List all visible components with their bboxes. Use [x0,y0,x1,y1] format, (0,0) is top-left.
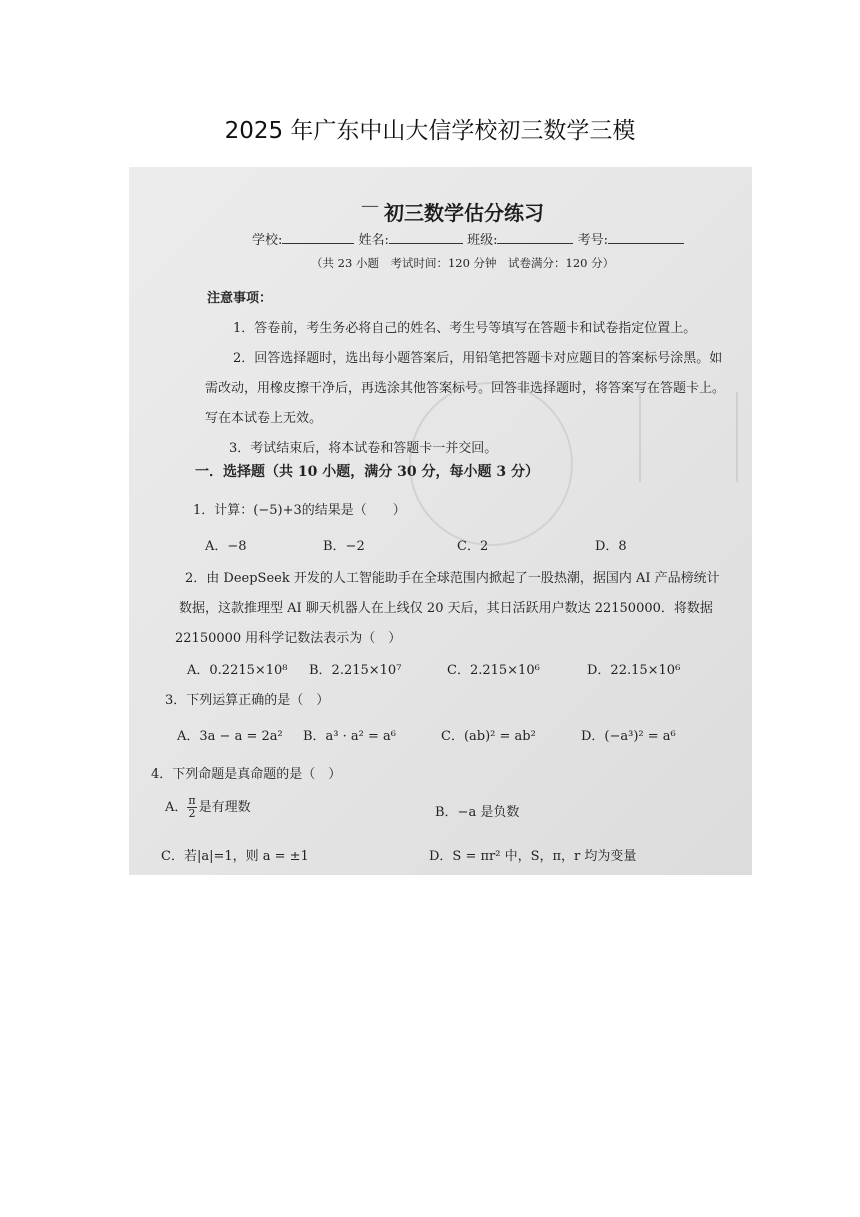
class-label: 班级: [467,233,498,248]
notice-heading: 注意事项： [207,291,273,306]
q3-option-b: B．a³ · a² = a⁶ [303,729,396,744]
question-2-line-1: 2．由 DeepSeek 开发的人工智能助手在全球范围内掀起了一股热潮，据国内 AI 产品榜统计 [185,571,720,586]
exam-meta: （共 23 小题 考试时间：120 分钟 试卷满分：120 分） [311,256,615,270]
question-3-stem: 3．下列运算正确的是（ ） [165,693,330,708]
exam-title: 初三数学估分练习 [384,201,544,225]
q1-option-d: D．8 [595,539,627,554]
exam-paper-photo [129,167,752,875]
class-blank [497,231,573,244]
notice-2: 2．回答选择题时，选出每小题答案后，用铅笔把答题卡对应题目的答案标号涂黑。如 [233,351,723,366]
notice-2-cont: 需改动，用橡皮擦干净后，再选涂其他答案标号。回答非选择题时，将答案写在答题卡上。 [205,381,726,396]
section-heading: 一．选择题（共 10 小题，满分 30 分，每小题 3 分） [195,464,539,480]
q4-option-a [165,795,251,820]
q4-option-a-prefix: A． [165,800,188,815]
q2-option-c: C．2.215×10⁶ [447,663,540,678]
question-2-line-2: 数据，这款推理型 AI 聊天机器人在上线仅 20 天后，其日活跃用户数达 22150000．将数据 [179,601,713,616]
number-blank [608,231,684,244]
q1-option-c: C．2 [457,539,489,554]
fraction-numerator: π [188,794,196,807]
document-title: 2025 年广东中山大信学校初三数学三模 [224,118,636,144]
student-info-row [252,229,684,248]
question-1-stem: 1．计算：(−5)+3的结果是（ ） [193,503,406,518]
q2-option-b: B．2.215×10⁷ [309,663,402,678]
school-blank [282,231,354,244]
question-2-line-3: 22150000 用科学记数法表示为（ ） [175,631,402,646]
school-label: 学校: [252,233,283,248]
q4-option-a-suffix: 是有理数 [198,800,251,815]
name-blank [389,231,463,244]
q2-option-d: D．22.15×10⁶ [587,663,681,678]
notice-1: 1．答卷前，考生务必将自己的姓名、考生号等填写在答题卡和试卷指定位置上。 [233,321,697,336]
q4-option-d: D．S = πr² 中，S，π，r 均为变量 [429,849,637,864]
q4-option-b: B．−a 是负数 [435,805,520,820]
name-label: 姓名: [358,233,389,248]
q3-option-d: D．(−a³)² = a⁶ [581,729,676,744]
q1-option-a: A．−8 [205,539,247,554]
notice-3: 3．考试结束后，将本试卷和答题卡一并交回。 [229,441,498,456]
q4-option-c: C．若|a|=1，则 a = ±1 [161,849,309,864]
question-4-stem: 4．下列命题是真命题的是（ ） [151,767,342,782]
q3-option-a: A．3a − a = 2a² [177,729,283,744]
q2-option-a: A．0.2215×10⁸ [187,663,288,678]
q1-option-b: B．−2 [323,539,365,554]
bleed-through-figure [639,392,738,482]
q3-option-c: C．(ab)² = ab² [441,729,536,744]
fraction-denominator: 2 [188,807,196,820]
number-label: 考号: [577,233,608,248]
title-dash: — [361,195,379,216]
notice-2-end: 写在本试卷上无效。 [205,411,323,426]
pi-over-2-fraction [187,795,196,820]
